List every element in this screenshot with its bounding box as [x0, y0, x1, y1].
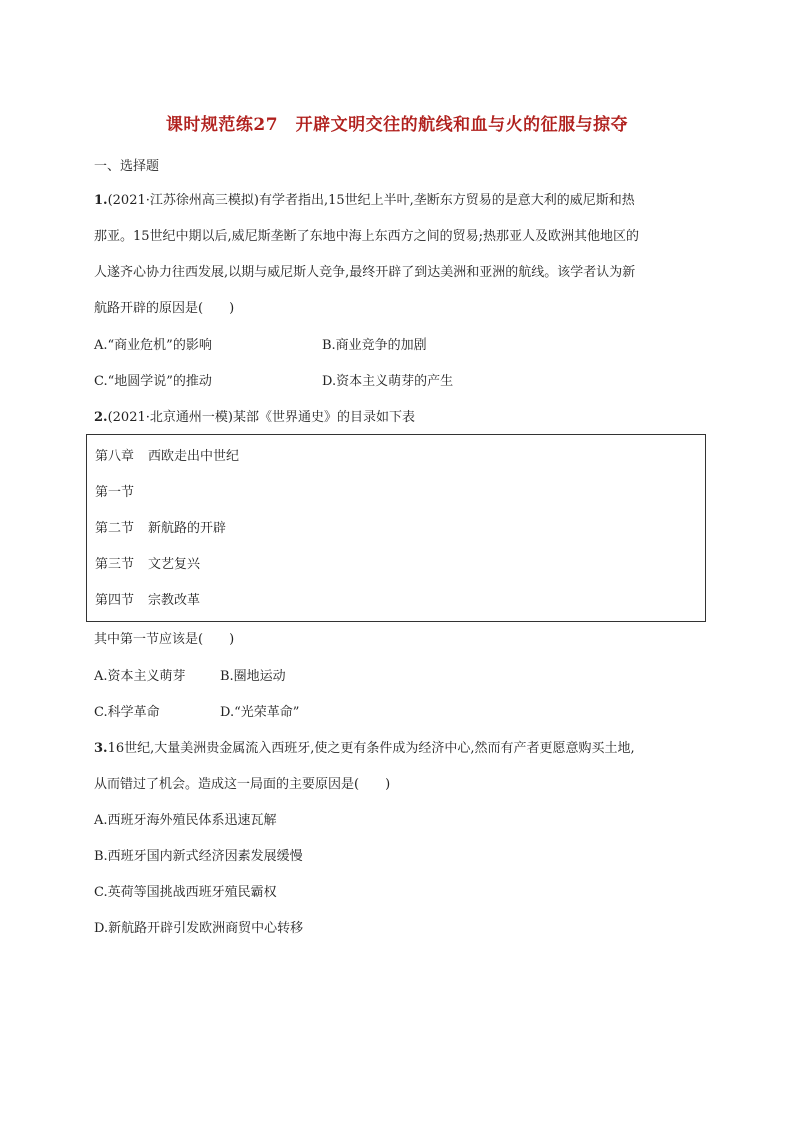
toc-row: 第八章 西欧走出中世纪	[95, 449, 240, 464]
question-3-option-b[interactable]: B.西班牙国内新式经济因素发展缓慢	[94, 849, 303, 864]
toc-row: 第三节 文艺复兴	[95, 557, 201, 572]
page-title: 课时规范练27 开辟文明交往的航线和血与火的征服与掠夺	[165, 115, 629, 135]
question-3-number: 3.	[94, 741, 108, 756]
section-heading: 一、选择题	[94, 159, 160, 174]
question-1-line-1: 1.(2021·江苏徐州高三模拟)有学者指出,15世纪上半叶,垄断东方贸易的是意大利的威尼斯和热	[94, 193, 635, 208]
question-1-line-3: 人遂齐心协力往西发展,以期与威尼斯人竞争,最终开辟了到达美洲和亚洲的航线。该学者认为新	[94, 265, 636, 280]
question-2-option-b[interactable]: B.圈地运动	[220, 669, 286, 684]
question-1-option-d[interactable]: D.资本主义萌芽的产生	[322, 374, 454, 389]
question-2-option-a[interactable]: A.资本主义萌芽	[94, 669, 186, 684]
question-1-number: 1.	[94, 193, 108, 208]
question-1-option-c[interactable]: C.“地圆学说”的推动	[94, 374, 212, 389]
toc-row: 第四节 宗教改革	[95, 593, 201, 608]
question-3-line-1: 3.16世纪,大量美洲贵金属流入西班牙,使之更有条件成为经济中心,然而有产者更愿意购买土地,	[94, 741, 635, 756]
toc-row: 第二节 新航路的开辟	[95, 521, 227, 536]
toc-row: 第一节	[95, 485, 135, 500]
question-1-line-4: 航路开辟的原因是( )	[94, 301, 235, 316]
question-1-option-a[interactable]: A.“商业危机”的影响	[94, 338, 212, 353]
question-2-option-d[interactable]: D.“光荣革命”	[220, 705, 300, 720]
question-2-number: 2.	[94, 410, 108, 425]
question-2-stem: 2.(2021·北京通州一模)某部《世界通史》的目录如下表	[94, 410, 415, 425]
question-2-option-c[interactable]: C.科学革命	[94, 705, 160, 720]
question-1-line-2: 那亚。15世纪中期以后,威尼斯垄断了东地中海上东西方之间的贸易;热那亚人及欧洲其他地区的	[94, 229, 640, 244]
question-3-option-a[interactable]: A.西班牙海外殖民体系迅速瓦解	[94, 813, 277, 828]
question-1-option-b[interactable]: B.商业竞争的加剧	[322, 338, 427, 353]
table-of-contents	[86, 434, 706, 622]
question-3-line-2: 从而错过了机会。造成这一局面的主要原因是( )	[94, 777, 391, 792]
question-3-option-d[interactable]: D.新航路开辟引发欧洲商贸中心转移	[94, 921, 304, 936]
question-2-question: 其中第一节应该是( )	[94, 632, 235, 647]
question-3-option-c[interactable]: C.英荷等国挑战西班牙殖民霸权	[94, 885, 277, 900]
